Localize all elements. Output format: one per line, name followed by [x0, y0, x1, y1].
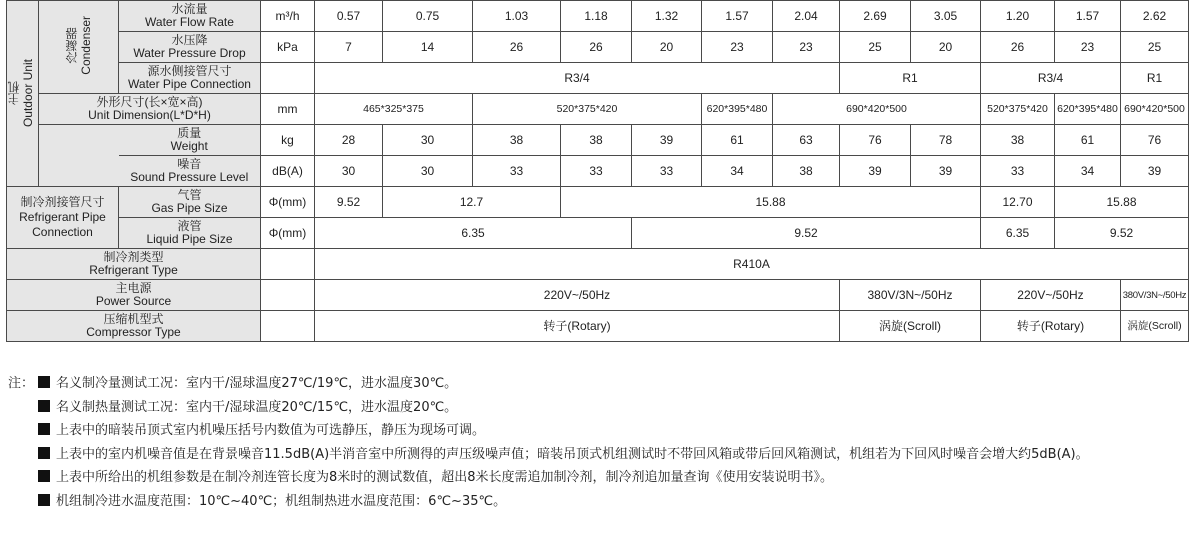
cell: R3/4: [315, 63, 840, 94]
row-noise: [7, 156, 1189, 187]
liquid-pipe-label: [119, 218, 261, 249]
row-water-flow: [7, 1, 1189, 32]
notes-prefix: 注：: [8, 376, 35, 391]
water-flow-label: [119, 1, 261, 32]
dimension-unit: mm: [261, 94, 315, 125]
note-text: 上表中所给出的机组参数是在制冷剂连管长度为8米时的测试数值，超出8米长度需追加制冷剂，制冷剂追加量查询《使用安装说明书》。: [56, 470, 834, 485]
cell: 34: [702, 156, 773, 187]
note-item: [8, 490, 1163, 514]
cell: 690*420*500: [773, 94, 981, 125]
cell: 转子(Rotary): [315, 311, 840, 342]
compressor-label-text: 压缩机型式 Compressor Type: [86, 312, 181, 339]
cell: 20: [911, 32, 981, 63]
power-label: [7, 280, 261, 311]
cell: 380V/3N~/50Hz: [840, 280, 981, 311]
row-water-pipe: [7, 63, 1189, 94]
cell: 25: [840, 32, 911, 63]
note-text: 名义制冷量测试工况：室内干/湿球温度27℃/19℃，进水温度30℃。: [56, 376, 458, 391]
cell: 12.70: [981, 187, 1055, 218]
spec-table: [6, 0, 1189, 342]
cell: 1.20: [981, 1, 1055, 32]
cell: 26: [473, 32, 561, 63]
cell: 61: [1055, 125, 1121, 156]
cell: 380V/3N~/50Hz: [1121, 280, 1189, 311]
noise-unit: dB(A): [261, 156, 315, 187]
cell: 38: [473, 125, 561, 156]
cell: 转子(Rotary): [981, 311, 1121, 342]
liquid-pipe-label-text: 液管 Liquid Pipe Size: [146, 219, 233, 246]
cell: 1.32: [632, 1, 702, 32]
row-power: [7, 280, 1189, 311]
liquid-pipe-unit: Φ(mm): [261, 218, 315, 249]
noise-label: [119, 156, 261, 187]
cell: 39: [1121, 156, 1189, 187]
bullet-icon: [38, 423, 50, 435]
cell: 465*325*375: [315, 94, 473, 125]
cell: 26: [561, 32, 632, 63]
refrigerant-type-unit: [261, 249, 315, 280]
cell: 2.62: [1121, 1, 1189, 32]
cell: 28: [315, 125, 383, 156]
water-pipe-label-text: 源水侧接管尺寸 Water Pipe Connection: [128, 64, 251, 91]
water-drop-label-text: 水压降 Water Pressure Drop: [133, 33, 246, 60]
cell: 38: [561, 125, 632, 156]
power-label-text: 主电源 Power Source: [95, 281, 172, 308]
cell: 34: [1055, 156, 1121, 187]
cell: 1.57: [1055, 1, 1121, 32]
bullet-icon: [38, 400, 50, 412]
cell: 78: [911, 125, 981, 156]
cell: 520*375*420: [473, 94, 702, 125]
cell: 0.57: [315, 1, 383, 32]
refrigerant-type-label-text: 制冷剂类型 Refrigerant Type: [89, 250, 178, 277]
cell: 63: [773, 125, 840, 156]
weight-unit: kg: [261, 125, 315, 156]
row-weight: [7, 125, 1189, 156]
note-item: [8, 443, 1163, 467]
outdoor-unit-text: 主机 Outdoor Unit: [7, 59, 35, 128]
cell: 26: [981, 32, 1055, 63]
cell: 15.88: [1055, 187, 1189, 218]
note-item: [8, 419, 1163, 443]
bullet-icon: [38, 470, 50, 482]
notes: [8, 372, 1163, 513]
refrigerant-pipe-label: [7, 187, 119, 249]
note-text: 名义制热量测试工况：室内干/湿球温度20℃/15℃，进水温度20℃。: [56, 399, 458, 415]
row-gas-pipe: [7, 187, 1189, 218]
cell: 33: [981, 156, 1055, 187]
water-flow-label-text: 水流量 Water Flow Rate: [145, 2, 234, 29]
cell: 1.03: [473, 1, 561, 32]
water-pipe-label: [119, 63, 261, 94]
outdoor-unit-label: [7, 1, 39, 187]
blank-cell: [39, 125, 119, 156]
note-text: 上表中的暗装吊顶式室内机噪压括号内数值为可选静压，静压为现场可调。: [56, 423, 486, 438]
cell: 9.52: [315, 187, 383, 218]
note-item: [8, 372, 1163, 396]
cell: 33: [561, 156, 632, 187]
cell: 9.52: [632, 218, 981, 249]
row-water-drop: [7, 32, 1189, 63]
cell: 30: [383, 125, 473, 156]
water-pipe-unit: [261, 63, 315, 94]
cell: 2.69: [840, 1, 911, 32]
cell: 30: [383, 156, 473, 187]
cell: 39: [911, 156, 981, 187]
bullet-icon: [38, 447, 50, 459]
cell: 76: [840, 125, 911, 156]
cell: 620*395*480: [1055, 94, 1121, 125]
cell: 220V~/50Hz: [981, 280, 1121, 311]
cell: 0.75: [383, 1, 473, 32]
note-text: 上表中的室内机噪音值是在背景噪音11.5dB(A)半消音室中所测得的声压级噪声值；暗装吊顶式机组测试时不带回风箱或带后回风箱测试，机组若为下回风时噪音会增大约5dB(A)。: [56, 446, 1089, 462]
cell: 520*375*420: [981, 94, 1055, 125]
cell: 38: [981, 125, 1055, 156]
cell: 9.52: [1055, 218, 1189, 249]
cell: R1: [1121, 63, 1189, 94]
cell: 涡旋(Scroll): [1121, 311, 1189, 342]
cell: 23: [773, 32, 840, 63]
cell: 12.7: [383, 187, 561, 218]
cell: 1.57: [702, 1, 773, 32]
gas-pipe-label-text: 气管 Gas Pipe Size: [151, 188, 228, 215]
row-liquid-pipe: [7, 218, 1189, 249]
note-item: [8, 396, 1163, 420]
compressor-unit: [261, 311, 315, 342]
cell: R1: [840, 63, 981, 94]
cell: 33: [473, 156, 561, 187]
cell: 620*395*480: [702, 94, 773, 125]
cell: 14: [383, 32, 473, 63]
blank-cell: [39, 156, 119, 187]
row-compressor: [7, 311, 1189, 342]
cell: 15.88: [561, 187, 981, 218]
cell: 6.35: [981, 218, 1055, 249]
cell: R3/4: [981, 63, 1121, 94]
water-drop-label: [119, 32, 261, 63]
cell: 39: [632, 125, 702, 156]
note-item: [8, 466, 1163, 490]
cell: 30: [315, 156, 383, 187]
cell: 23: [1055, 32, 1121, 63]
weight-label-text: 质量 Weight: [170, 126, 208, 153]
gas-pipe-label: [119, 187, 261, 218]
note-text: 机组制冷进水温度范围：10℃~40℃；机组制热进水温度范围：6℃~35℃。: [56, 493, 507, 509]
cell: 3.05: [911, 1, 981, 32]
dimension-label: [39, 94, 261, 125]
cell: 690*420*500: [1121, 94, 1189, 125]
cell: 33: [632, 156, 702, 187]
cell: 6.35: [315, 218, 632, 249]
cell: 涡旋(Scroll): [840, 311, 981, 342]
cell: 61: [702, 125, 773, 156]
condenser-label: [39, 1, 119, 94]
cell: 20: [632, 32, 702, 63]
compressor-label: [7, 311, 261, 342]
cell: 1.18: [561, 1, 632, 32]
cell: 220V~/50Hz: [315, 280, 840, 311]
cell: 38: [773, 156, 840, 187]
bullet-icon: [38, 494, 50, 506]
cell: 39: [840, 156, 911, 187]
noise-label-text: 噪音 Sound Pressure Level: [130, 157, 249, 184]
refrigerant-type-label: [7, 249, 261, 280]
refrigerant-pipe-label-text: 制冷剂接管尺寸 Refrigerant Pipe Connection: [19, 195, 106, 239]
water-flow-unit: m³/h: [261, 1, 315, 32]
refrigerant-type-value: R410A: [315, 249, 1189, 280]
bullet-icon: [38, 376, 50, 388]
dimension-label-text: 外形尺寸(长×宽×高) Unit Dimension(L*D*H): [88, 95, 211, 122]
cell: 76: [1121, 125, 1189, 156]
cell: 7: [315, 32, 383, 63]
condenser-text: 冷凝器 Condenser: [64, 16, 93, 75]
cell: 2.04: [773, 1, 840, 32]
cell: 23: [702, 32, 773, 63]
cell: 25: [1121, 32, 1189, 63]
weight-label: [119, 125, 261, 156]
power-unit: [261, 280, 315, 311]
row-refrigerant-type: [7, 249, 1189, 280]
gas-pipe-unit: Φ(mm): [261, 187, 315, 218]
row-dimension: [7, 94, 1189, 125]
water-drop-unit: kPa: [261, 32, 315, 63]
